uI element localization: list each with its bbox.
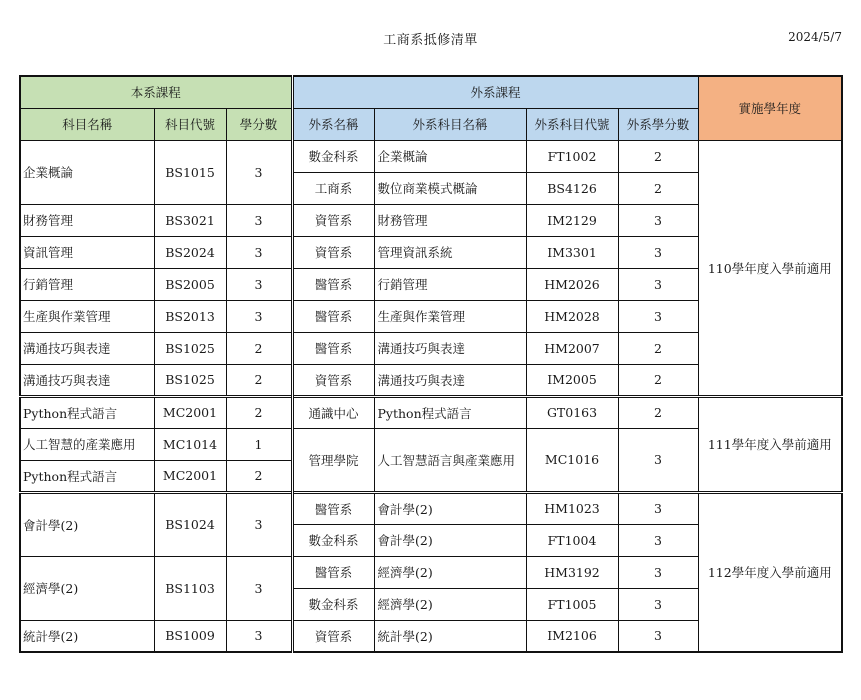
own-course-code: BS2024 — [154, 236, 226, 268]
ext-course-code: HM2028 — [526, 300, 618, 332]
ext-course-credits: 2 — [618, 140, 698, 172]
ext-course-name: 經濟學(2) — [374, 556, 526, 588]
ext-course-code: MC1016 — [526, 428, 618, 492]
own-course-name: Python程式語言 — [20, 396, 154, 428]
ext-dept: 資管系 — [292, 204, 374, 236]
ext-course-code: BS4126 — [526, 172, 618, 204]
ext-course-name: 會計學(2) — [374, 492, 526, 524]
own-course-code: BS1015 — [154, 140, 226, 204]
ext-course-name: 行銷管理 — [374, 268, 526, 300]
col-header-ext-course-code: 外系科目代號 — [526, 108, 618, 140]
ext-course-name: 統計學(2) — [374, 620, 526, 652]
ext-course-credits: 2 — [618, 364, 698, 396]
ext-course-credits: 2 — [618, 332, 698, 364]
col-header-ext-credits: 外系學分數 — [618, 108, 698, 140]
own-course-credits: 3 — [226, 204, 292, 236]
table-row — [20, 140, 842, 172]
ext-course-name: 數位商業模式概論 — [374, 172, 526, 204]
col-header-course-code: 科目代號 — [154, 108, 226, 140]
ext-course-code: IM2106 — [526, 620, 618, 652]
document-title: 工商系抵修清單 — [383, 33, 478, 48]
own-course-code: MC1014 — [154, 428, 226, 460]
ext-course-code: HM1023 — [526, 492, 618, 524]
ext-course-code: IM2129 — [526, 204, 618, 236]
ext-course-credits: 3 — [618, 524, 698, 556]
ext-dept: 資管系 — [292, 620, 374, 652]
ext-course-code: HM2026 — [526, 268, 618, 300]
ext-course-credits: 3 — [618, 492, 698, 524]
ext-course-code: HM3192 — [526, 556, 618, 588]
ext-course-credits: 3 — [618, 204, 698, 236]
own-course-code: BS1009 — [154, 620, 226, 652]
ext-dept: 通識中心 — [292, 396, 374, 428]
own-course-credits: 2 — [226, 396, 292, 428]
own-course-name: 行銷管理 — [20, 268, 154, 300]
own-course-name: 企業概論 — [20, 140, 154, 204]
own-course-code: BS1025 — [154, 364, 226, 396]
own-course-credits: 2 — [226, 332, 292, 364]
year-column-header: 實施學年度 — [698, 76, 842, 140]
ext-dept: 資管系 — [292, 236, 374, 268]
own-course-credits: 3 — [226, 620, 292, 652]
own-course-code: MC2001 — [154, 396, 226, 428]
own-course-name: 經濟學(2) — [20, 556, 154, 620]
own-course-name: 財務管理 — [20, 204, 154, 236]
ext-dept: 醫管系 — [292, 268, 374, 300]
ext-course-credits: 3 — [618, 236, 698, 268]
ext-course-name: 溝通技巧與表達 — [374, 364, 526, 396]
own-course-name: 溝通技巧與表達 — [20, 364, 154, 396]
year-111: 111學年度入學前適用 — [698, 396, 842, 492]
own-course-credits: 3 — [226, 140, 292, 204]
ext-course-name: 人工智慧語言與產業應用 — [374, 428, 526, 492]
own-course-name: 溝通技巧與表達 — [20, 332, 154, 364]
ext-course-credits: 3 — [618, 620, 698, 652]
ext-course-credits: 2 — [618, 172, 698, 204]
ext-course-code: IM2005 — [526, 364, 618, 396]
own-course-name: 人工智慧的產業應用 — [20, 428, 154, 460]
ext-dept: 管理學院 — [292, 428, 374, 492]
own-course-credits: 3 — [226, 236, 292, 268]
ext-course-code: FT1004 — [526, 524, 618, 556]
ext-dept: 醫管系 — [292, 332, 374, 364]
own-course-code: MC2001 — [154, 460, 226, 492]
ext-dept: 數金科系 — [292, 524, 374, 556]
ext-course-credits: 3 — [618, 268, 698, 300]
ext-course-code: GT0163 — [526, 396, 618, 428]
own-course-code: BS1103 — [154, 556, 226, 620]
own-course-name: 統計學(2) — [20, 620, 154, 652]
own-course-code: BS1024 — [154, 492, 226, 556]
ext-dept: 醫管系 — [292, 492, 374, 524]
ext-course-code: FT1002 — [526, 140, 618, 172]
own-course-credits: 1 — [226, 428, 292, 460]
ext-course-name: 管理資訊系統 — [374, 236, 526, 268]
ext-course-name: 企業概論 — [374, 140, 526, 172]
ext-course-code: FT1005 — [526, 588, 618, 620]
ext-course-name: 經濟學(2) — [374, 588, 526, 620]
own-course-credits: 3 — [226, 556, 292, 620]
ext-course-credits: 3 — [618, 588, 698, 620]
year-112: 112學年度入學前適用 — [698, 492, 842, 652]
ext-course-credits: 2 — [618, 396, 698, 428]
ext-dept: 數金科系 — [292, 140, 374, 172]
ext-course-code: HM2007 — [526, 332, 618, 364]
own-course-credits: 3 — [226, 300, 292, 332]
ext-course-credits: 3 — [618, 556, 698, 588]
table-row — [20, 396, 842, 428]
external-courses-group-header: 外系課程 — [292, 76, 698, 108]
col-header-course-name: 科目名稱 — [20, 108, 154, 140]
own-course-code: BS3021 — [154, 204, 226, 236]
course-equivalence-table — [19, 75, 843, 653]
own-course-credits: 2 — [226, 460, 292, 492]
year-110: 110學年度入學前適用 — [698, 140, 842, 396]
col-header-ext-dept: 外系名稱 — [292, 108, 374, 140]
col-header-ext-course-name: 外系科目名稱 — [374, 108, 526, 140]
own-course-credits: 2 — [226, 364, 292, 396]
ext-dept: 醫管系 — [292, 556, 374, 588]
own-course-code: BS2005 — [154, 268, 226, 300]
col-header-credits: 學分數 — [226, 108, 292, 140]
ext-course-credits: 3 — [618, 428, 698, 492]
ext-dept: 醫管系 — [292, 300, 374, 332]
ext-dept: 數金科系 — [292, 588, 374, 620]
document-date: 2024/5/7 — [788, 30, 842, 44]
ext-course-code: IM3301 — [526, 236, 618, 268]
own-course-name: 會計學(2) — [20, 492, 154, 556]
own-course-name: 生產與作業管理 — [20, 300, 154, 332]
ext-dept: 工商系 — [292, 172, 374, 204]
own-course-credits: 3 — [226, 492, 292, 556]
ext-course-name: 會計學(2) — [374, 524, 526, 556]
table-row — [20, 492, 842, 524]
ext-course-name: 溝通技巧與表達 — [374, 332, 526, 364]
own-course-code: BS1025 — [154, 332, 226, 364]
ext-course-name: 生產與作業管理 — [374, 300, 526, 332]
own-courses-group-header: 本系課程 — [20, 76, 292, 108]
own-course-credits: 3 — [226, 268, 292, 300]
own-course-name: 資訊管理 — [20, 236, 154, 268]
ext-course-name: 財務管理 — [374, 204, 526, 236]
own-course-code: BS2013 — [154, 300, 226, 332]
ext-course-name: Python程式語言 — [374, 396, 526, 428]
ext-course-credits: 3 — [618, 300, 698, 332]
own-course-name: Python程式語言 — [20, 460, 154, 492]
ext-dept: 資管系 — [292, 364, 374, 396]
